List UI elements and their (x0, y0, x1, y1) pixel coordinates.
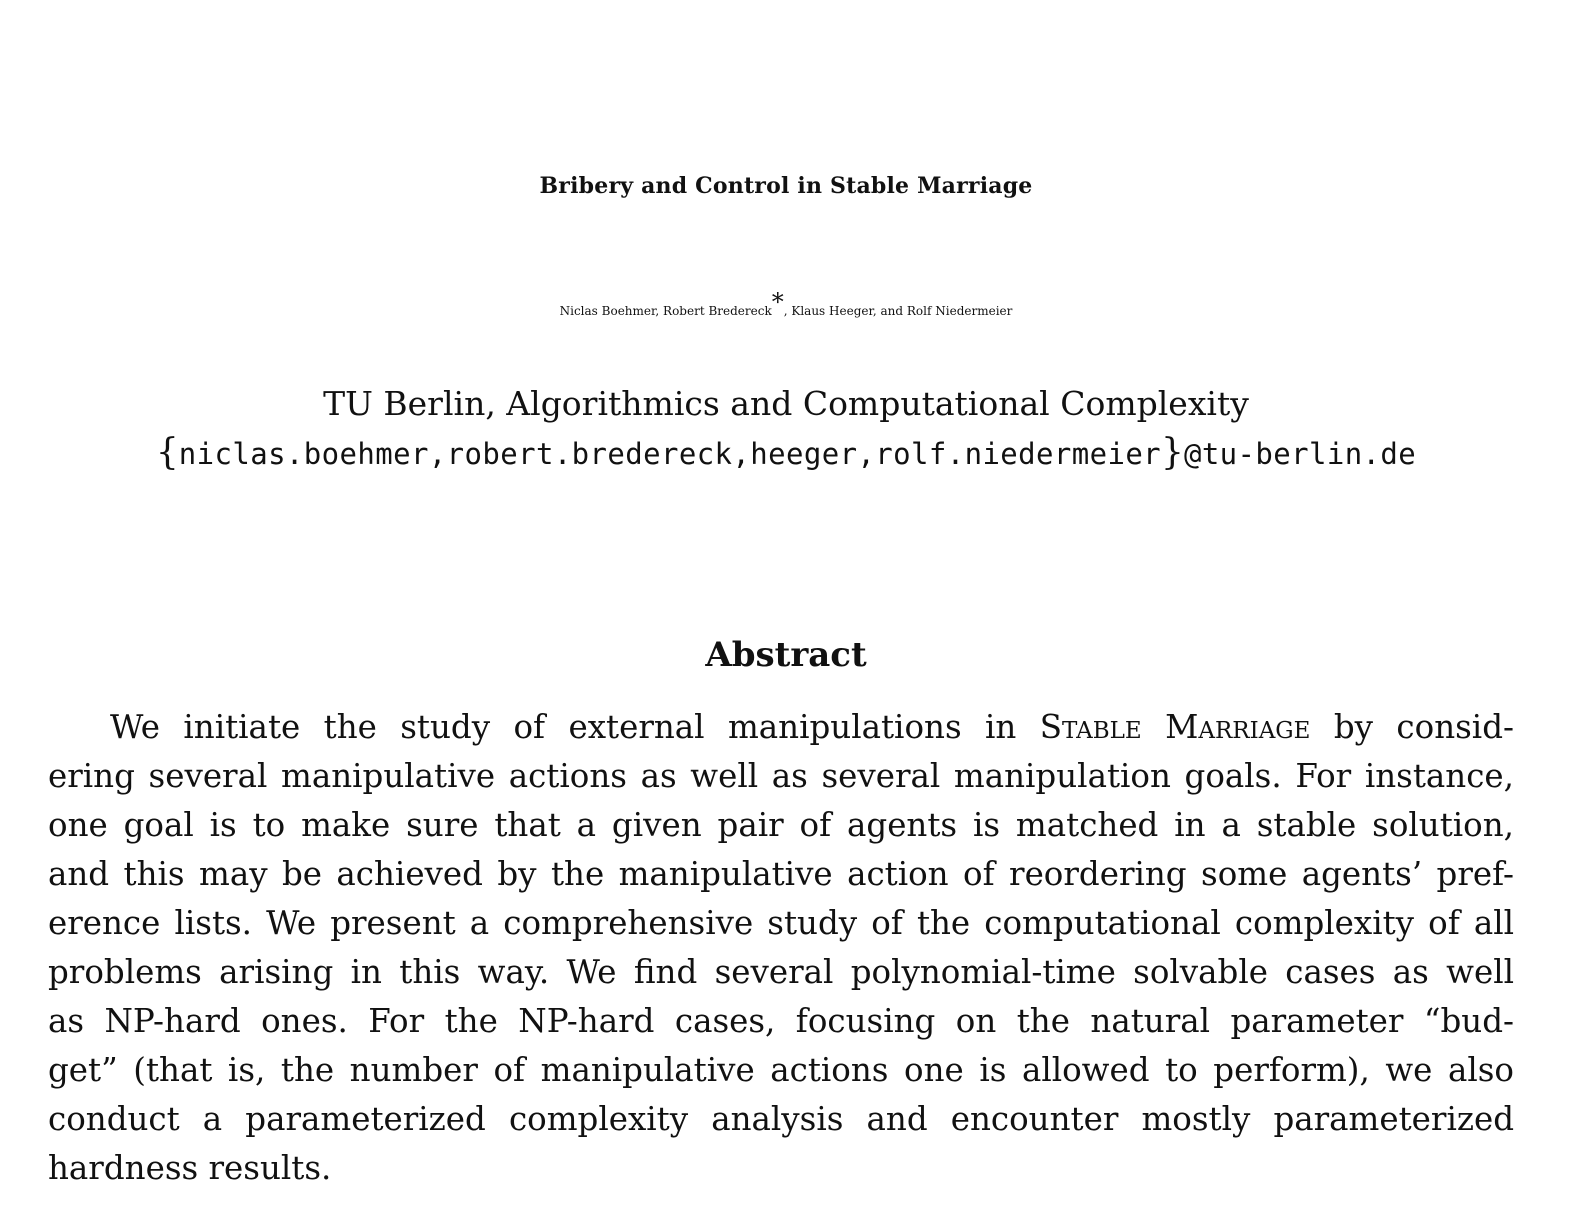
abstract-line-1 (48, 703, 1514, 752)
problem-name: Stable Marriage (1039, 708, 1311, 746)
author-emails (0, 432, 1572, 484)
abstract-line-10: hardness results. (48, 1149, 332, 1187)
email-domain: @tu-berlin.de (1183, 437, 1417, 471)
abstract-line-7: as NP-hard ones. For the NP-hard cases, focusing on the natural parameter “bud- (48, 1002, 1514, 1040)
email-close-brace: } (1161, 432, 1184, 473)
abstract-body (48, 703, 1514, 1193)
paper-title: Bribery and Control in Stable Marriage (539, 173, 1033, 199)
footnote-mark: * (771, 288, 784, 316)
abstract-line-8: get” (that is, the number of manipulative actions one is allowed to perform), we also (48, 1051, 1514, 1089)
email-open-brace: { (155, 432, 179, 473)
abstract-line-1-start: We initiate the study of external manipulations in (110, 708, 1040, 746)
abstract-line-1-end: by consid- (1310, 708, 1514, 746)
author-list (0, 284, 1572, 338)
abstract-heading: Abstract (705, 635, 867, 675)
abstract-line-5: erence lists. We present a comprehensive study of the computational complexity of all (48, 904, 1514, 942)
affiliation: TU Berlin, Algorithmics and Computational Complexity (323, 384, 1249, 423)
email-names: niclas.boehmer,robert.bredereck,heeger,rolf.niedermeier (178, 437, 1162, 471)
author-names-rest: , Klaus Heeger, and Rolf Niedermeier (783, 304, 1013, 318)
abstract-line-4: and this may be achieved by the manipulative action of reordering some agents’ pref- (48, 855, 1514, 893)
abstract-line-2: ering several manipulative actions as well as several manipulation goals. For instance, (48, 757, 1514, 795)
author-names-first: Niclas Boehmer, Robert Bredereck (559, 304, 772, 318)
abstract-line-3: one goal is to make sure that a given pair of agents is matched in a stable solution, (48, 806, 1514, 844)
abstract-line-6: problems arising in this way. We find several polynomial-time solvable cases as well (48, 953, 1514, 991)
abstract-line-9: conduct a parameterized complexity analysis and encounter mostly parameterized (48, 1100, 1514, 1138)
